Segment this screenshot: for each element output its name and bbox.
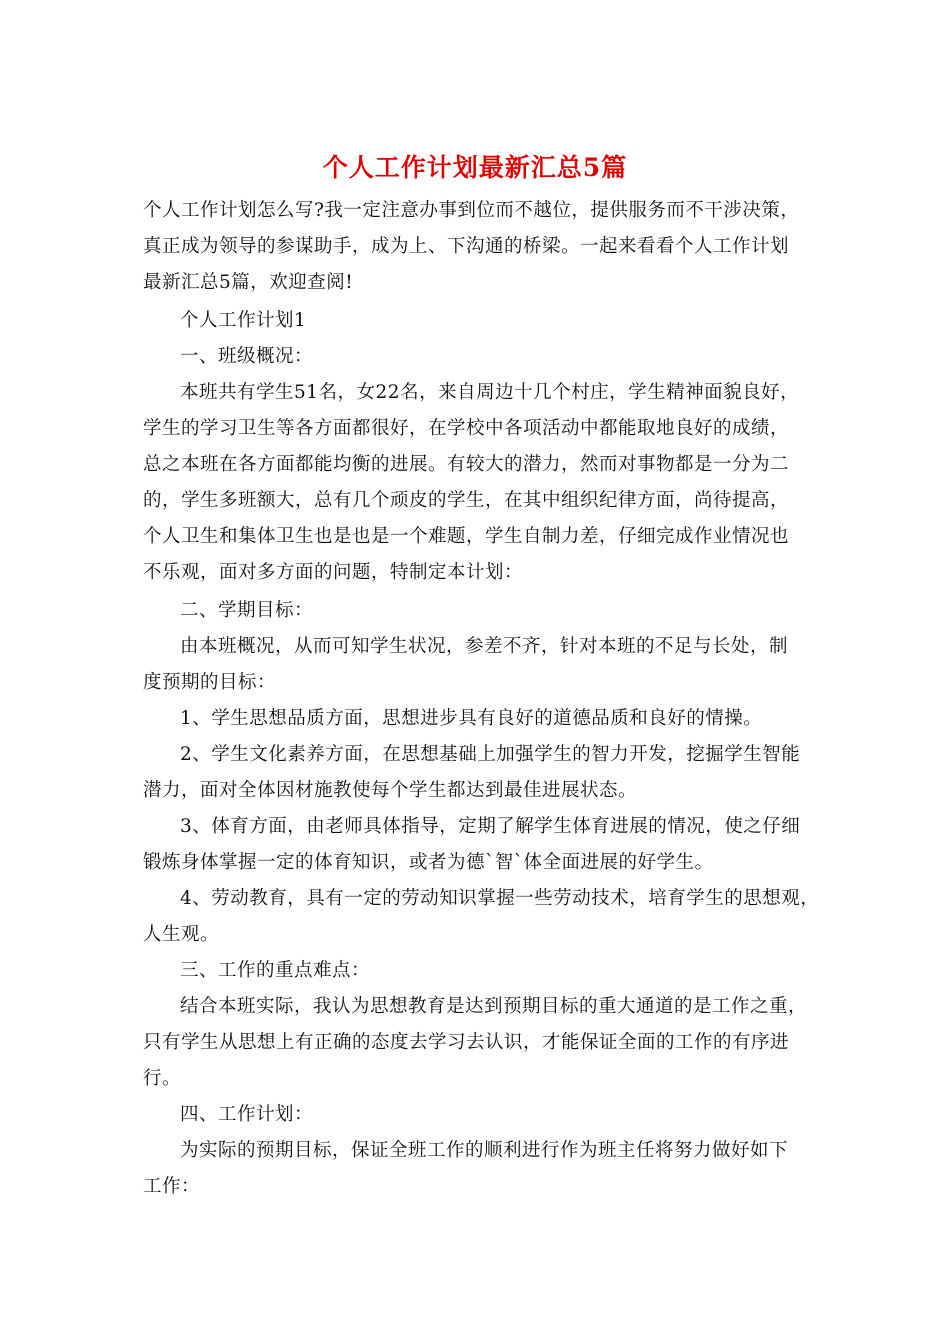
section-heading: 二、学期目标： [180,600,314,621]
body-line: 2、学生文化素养方面，在思想基础上加强学生的智力开发，挖掘学生智能 [180,744,801,765]
body-line: 4、劳动教育，具有一定的劳动知识掌握一些劳动技术，培育学生的思想观， [180,888,820,909]
body-line: 人生观。 [143,924,220,945]
section-heading: 三、工作的重点难点： [180,960,371,981]
body-line: 1、学生思想品质方面，思想进步具有良好的道德品质和良好的情操。 [180,708,763,729]
body-line: 个人工作计划怎么写?我一定注意办事到位而不越位，提供服务而不干涉决策， [143,200,800,221]
body-line: 真正成为领导的参谋助手，成为上、下沟通的桥梁。一起来看看个人工作计划 [143,236,790,257]
body-line: 本班共有学生51名，女22名，来自周边十几个村庄，学生精神面貌良好， [180,382,800,403]
body-line: 的，学生多班额大，总有几个顽皮的学生，在其中组织纪律方面，尚待提高， [143,490,790,511]
body-line: 由本班概况，从而可知学生状况，参差不齐，针对本班的不足与长处，制 [180,636,789,657]
body-line: 只有学生从思想上有正确的态度去学习去认识，才能保证全面的工作的有序进 [143,1032,790,1053]
body-line: 最新汇总5篇，欢迎查阅! [143,272,354,293]
body-line: 不乐观，面对多方面的问题，特制定本计划： [143,562,524,583]
body-line: 总之本班在各方面都能均衡的进展。有较大的潜力，然而对事物都是一分为二 [143,454,790,475]
section-heading: 个人工作计划1 [180,310,307,331]
body-line: 个人卫生和集体卫生也是也是一个难题，学生自制力差，仔细完成作业情况也 [143,526,790,547]
document-title: 个人工作计划最新汇总5篇 [322,153,628,182]
body-line: 为实际的预期目标，保证全班工作的顺利进行作为班主任将努力做好如下 [180,1140,789,1161]
section-heading: 四、工作计划： [180,1104,314,1125]
body-line: 行。 [143,1068,182,1089]
body-line: 3、体育方面，由老师具体指导，定期了解学生体育进展的情况，使之仔细 [180,816,801,837]
body-line: 结合本班实际，我认为思想教育是达到预期目标的重大通道的是工作之重， [180,996,808,1017]
body-line: 潜力，面对全体因材施教使每个学生都达到最佳进展状态。 [143,780,638,801]
body-line: 学生的学习卫生等各方面都很好，在学校中各项活动中都能取地良好的成绩， [143,418,790,439]
body-line: 工作： [143,1176,201,1197]
body-line: 锻炼身体掌握一定的体育知识，或者为德`智`体全面进展的好学生。 [143,852,714,873]
body-line: 度预期的目标： [143,672,277,693]
section-heading: 一、班级概况： [180,346,314,367]
